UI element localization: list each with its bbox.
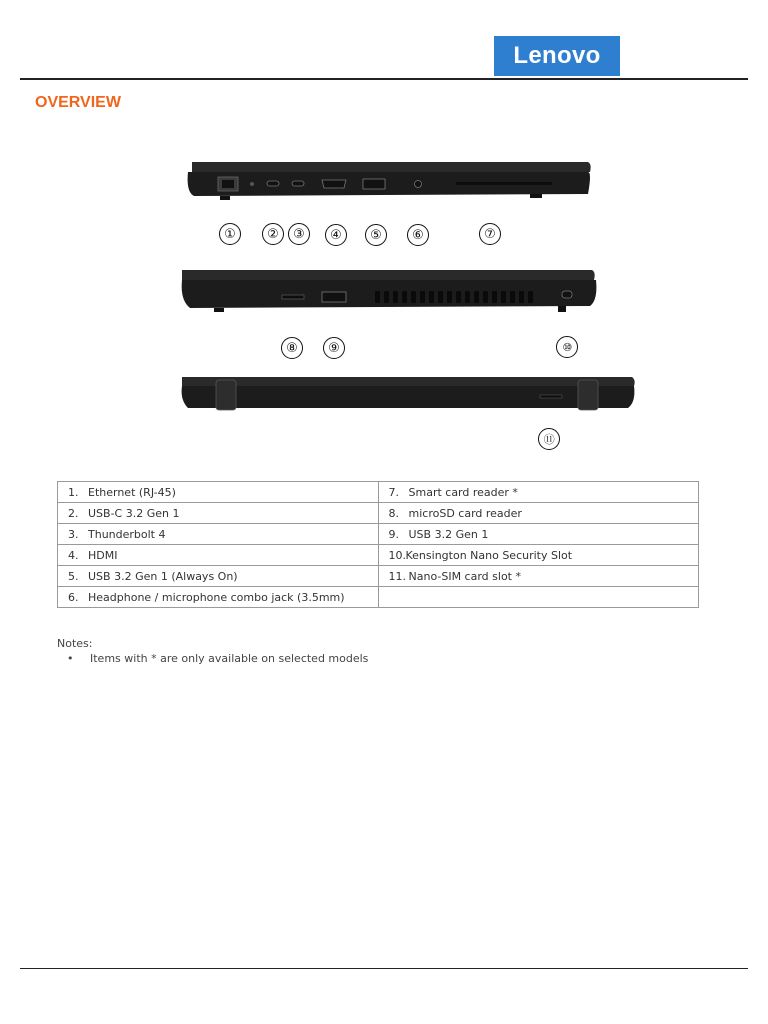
table-cell [58, 587, 379, 608]
table-cell [58, 545, 379, 566]
header-divider [20, 78, 748, 80]
port-label: USB 3.2 Gen 1 (Always On) [88, 569, 238, 583]
table-cell [58, 566, 379, 587]
bullet-icon: • [67, 652, 74, 665]
port-label: Kensington Nano Security Slot [405, 548, 573, 562]
port-label: microSD card reader [408, 506, 522, 520]
table-row [58, 545, 699, 566]
table-cell [58, 503, 379, 524]
callout-1: ① [219, 223, 241, 245]
item-number: 6. [68, 590, 79, 604]
port-label: Thunderbolt 4 [88, 527, 166, 541]
rear-view [182, 377, 635, 410]
ports-table [57, 481, 699, 608]
port-label: Headphone / microphone combo jack (3.5mm) [88, 590, 345, 604]
footer-divider [20, 968, 748, 969]
item-number: 11. [388, 569, 406, 583]
notes-section [57, 637, 368, 665]
item-number: 4. [68, 548, 79, 562]
callout-4: ④ [325, 224, 347, 246]
item-number: 10. [388, 548, 406, 562]
right-side-view [182, 270, 597, 312]
item-number: 1. [68, 485, 79, 499]
callout-6: ⑥ [407, 224, 429, 246]
port-label: Ethernet (RJ-45) [88, 485, 176, 499]
callout-9: ⑨ [323, 337, 345, 359]
table-row [58, 524, 699, 545]
table-cell [378, 566, 699, 587]
port-label: HDMI [88, 548, 118, 562]
callout-7: ⑦ [479, 223, 501, 245]
port-label: Nano-SIM card slot * [408, 569, 521, 583]
table-cell [378, 524, 699, 545]
port-label: USB 3.2 Gen 1 [408, 527, 489, 541]
table-cell [378, 503, 699, 524]
callout-2: ② [262, 223, 284, 245]
section-title: OVERVIEW [35, 94, 121, 111]
table-cell [378, 482, 699, 503]
table-row [58, 482, 699, 503]
item-number: 3. [68, 527, 79, 541]
item-number: 5. [68, 569, 79, 583]
laptop-ports-figure [130, 150, 690, 465]
table-row [58, 566, 699, 587]
port-label: Smart card reader * [408, 485, 518, 499]
callout-10: ⑩ [556, 336, 578, 358]
callout-11: ⑪ [538, 428, 560, 450]
item-number: 8. [388, 506, 399, 520]
item-number: 2. [68, 506, 79, 520]
laptop-side-views-illustration [130, 150, 690, 465]
lenovo-logo: Lenovo [494, 36, 620, 76]
table-cell [378, 545, 699, 566]
callout-8: ⑧ [281, 337, 303, 359]
table-row [58, 503, 699, 524]
callout-3: ③ [288, 223, 310, 245]
left-side-view [188, 162, 591, 200]
note-text: Items with * are only available on selected models [90, 652, 369, 665]
item-number: 9. [388, 527, 399, 541]
callout-5: ⑤ [365, 224, 387, 246]
table-cell-empty [378, 587, 699, 608]
item-number: 7. [388, 485, 399, 499]
port-label: USB-C 3.2 Gen 1 [88, 506, 180, 520]
table-cell [58, 482, 379, 503]
table-cell [58, 524, 379, 545]
list-item [57, 652, 368, 665]
notes-label: Notes: [57, 637, 93, 650]
table-row [58, 587, 699, 608]
